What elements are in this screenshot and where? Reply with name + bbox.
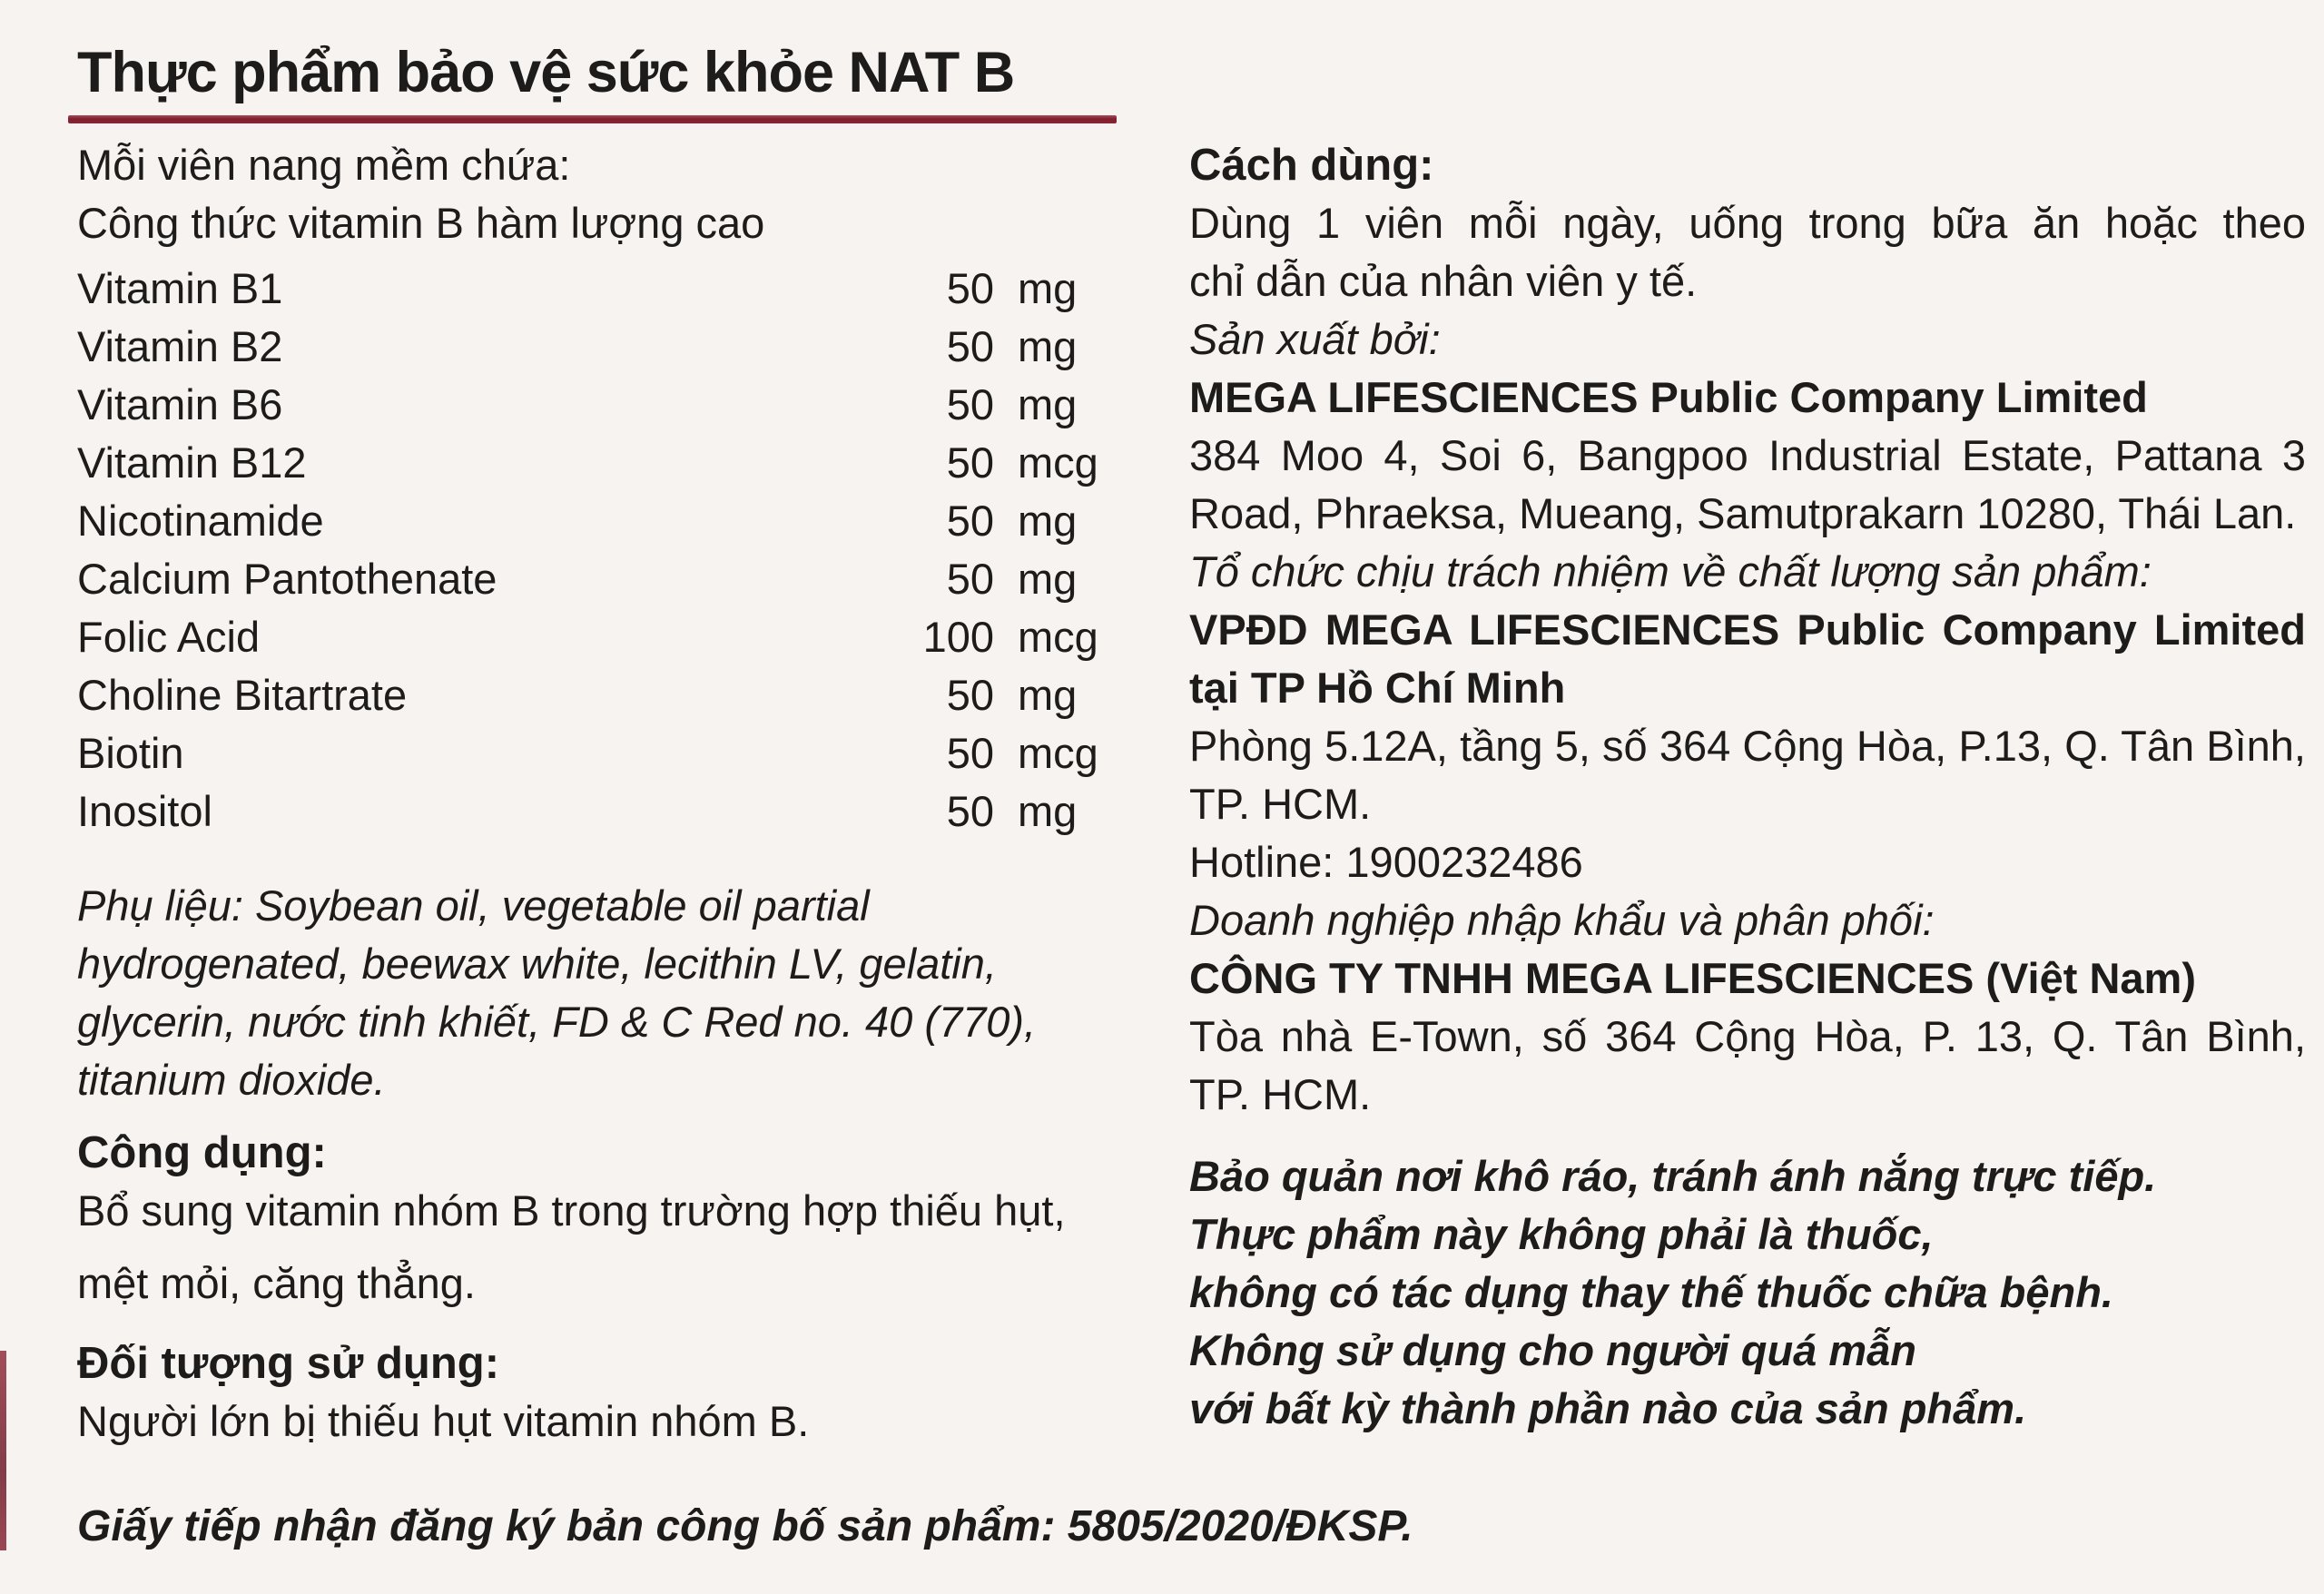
ingredient-name: Biotin [77, 729, 184, 777]
ingredient-unit: mg [1018, 264, 1078, 312]
target-users-heading: Đối tượng sử dụng: [77, 1339, 500, 1388]
ingredient-name: Vitamin B2 [77, 322, 283, 370]
ingredient-unit: mg [1018, 380, 1078, 428]
registration-number-line: Giấy tiếp nhận đăng ký bản công bố sản phẩm: 5805/2020/ĐKSP. [77, 1502, 1413, 1550]
directions-heading: Cách dùng: [1189, 141, 1434, 190]
manufacturer-address-line: 384 Moo 4, Soi 6, Bangpoo Industrial Estate, Pattana 3 [1189, 431, 2306, 479]
responsible-org-label: Tổ chức chịu trách nhiệm về chất lượng sản phẩm: [1189, 547, 2152, 595]
excipients-line: hydrogenated, beewax white, lecithin LV, gelatin, [77, 940, 997, 988]
manufacturer-label: Sản xuất bởi: [1189, 315, 1441, 363]
ingredient-amount: 50 [946, 322, 994, 370]
warning-line: Thực phẩm này không phải là thuốc, [1189, 1210, 1934, 1258]
storage-warnings-block [1189, 1147, 2306, 1438]
ingredient-name: Nicotinamide [77, 497, 324, 545]
ingredient-unit: mg [1018, 322, 1078, 370]
ingredient-table [77, 260, 1130, 841]
usage-heading: Công dụng: [77, 1128, 327, 1177]
table-row [77, 782, 1130, 841]
table-row [77, 608, 1130, 666]
title-block [77, 34, 1130, 123]
ingredient-unit: mg [1018, 497, 1078, 545]
page-title: Thực phẩm bảo vệ sức khỏe NAT B [77, 41, 1015, 104]
warning-line: với bất kỳ thành phần nào của sản phẩm. [1189, 1384, 2027, 1432]
composition-intro-line1: Mỗi viên nang mềm chứa: [77, 141, 571, 189]
ingredient-amount: 50 [946, 497, 994, 545]
importer-name: CÔNG TY TNHH MEGA LIFESCIENCES (Việt Nam) [1189, 954, 2196, 1002]
info-column [1189, 136, 2306, 1438]
ingredient-name: Calcium Pantothenate [77, 555, 497, 603]
ingredient-amount: 50 [946, 787, 994, 835]
excipients-line: titanium dioxide. [77, 1056, 386, 1104]
ingredient-amount: 50 [946, 438, 994, 487]
ingredient-unit: mg [1018, 671, 1078, 719]
ingredient-name: Folic Acid [77, 613, 261, 661]
ingredient-amount: 50 [946, 671, 994, 719]
ingredient-name: Vitamin B6 [77, 380, 283, 428]
responsible-org-address-line: Phòng 5.12A, tầng 5, số 364 Cộng Hòa, P.13, Q. Tân Bình, [1189, 722, 2306, 770]
table-row [77, 434, 1130, 492]
importer-address-line: Tòa nhà E-Town, số 364 Cộng Hòa, P. 13, Q. Tân Bình, [1189, 1012, 2306, 1060]
ingredient-amount: 50 [946, 555, 994, 603]
excipients-line: glycerin, nước tinh khiết, FD & C Red no. 40 (770), [77, 998, 1037, 1046]
directions-line: chỉ dẫn của nhân viên y tế. [1189, 257, 1698, 305]
package-edge-artifact [0, 1351, 6, 1550]
ingredient-amount: 100 [922, 613, 994, 661]
ingredient-name: Inositol [77, 787, 212, 835]
table-row [77, 260, 1130, 318]
ingredient-amount: 50 [946, 264, 994, 312]
ingredient-unit: mcg [1018, 438, 1098, 487]
usage-line: Bổ sung vitamin nhóm B trong trường hợp thiếu hụt, [77, 1186, 1066, 1235]
hotline: Hotline: 1900232486 [1189, 838, 1583, 886]
table-row [77, 492, 1130, 550]
table-row [77, 724, 1130, 782]
composition-intro-line2: Công thức vitamin B hàm lượng cao [77, 199, 765, 247]
target-users-line: Người lớn bị thiếu hụt vitamin nhóm B. [77, 1397, 810, 1445]
manufacturer-name: MEGA LIFESCIENCES Public Company Limited [1189, 373, 2148, 421]
ingredient-name: Vitamin B12 [77, 438, 307, 487]
ingredient-unit: mcg [1018, 729, 1098, 777]
composition-column [77, 136, 1130, 1451]
responsible-org-address-line: TP. HCM. [1189, 780, 1372, 828]
table-row [77, 666, 1130, 724]
importer-label: Doanh nghiệp nhập khẩu và phân phối: [1189, 896, 1935, 944]
ingredient-amount: 50 [946, 380, 994, 428]
responsible-org-name-line: VPĐD MEGA LIFESCIENCES Public Company Limited [1189, 605, 2306, 654]
table-row [77, 550, 1130, 608]
excipients-line: Phụ liệu: Soybean oil, vegetable oil partial [77, 881, 870, 930]
storage-line: Bảo quản nơi khô ráo, tránh ánh nắng trực tiếp. [1189, 1152, 2157, 1200]
table-row [77, 318, 1130, 376]
importer-address-line: TP. HCM. [1189, 1070, 1372, 1118]
ingredient-amount: 50 [946, 729, 994, 777]
table-row [77, 376, 1130, 434]
warning-line: Không sử dụng cho người quá mẫn [1189, 1326, 1916, 1374]
ingredient-name: Choline Bitartrate [77, 671, 408, 719]
ingredient-name: Vitamin B1 [77, 264, 283, 312]
ingredient-unit: mg [1018, 787, 1078, 835]
manufacturer-address-line: Road, Phraeksa, Mueang, Samutprakarn 10280, Thái Lan. [1189, 489, 2297, 537]
usage-line: mệt mỏi, căng thẳng. [77, 1259, 476, 1307]
excipients-paragraph [77, 877, 1130, 1109]
responsible-org-name-line: tại TP Hồ Chí Minh [1189, 664, 1566, 712]
directions-line: Dùng 1 viên mỗi ngày, uống trong bữa ăn hoặc theo [1189, 199, 2306, 247]
ingredient-unit: mcg [1018, 613, 1098, 661]
ingredient-unit: mg [1018, 555, 1078, 603]
title-underline-rule [68, 115, 1117, 123]
warning-line: không có tác dụng thay thế thuốc chữa bệnh. [1189, 1268, 2113, 1316]
